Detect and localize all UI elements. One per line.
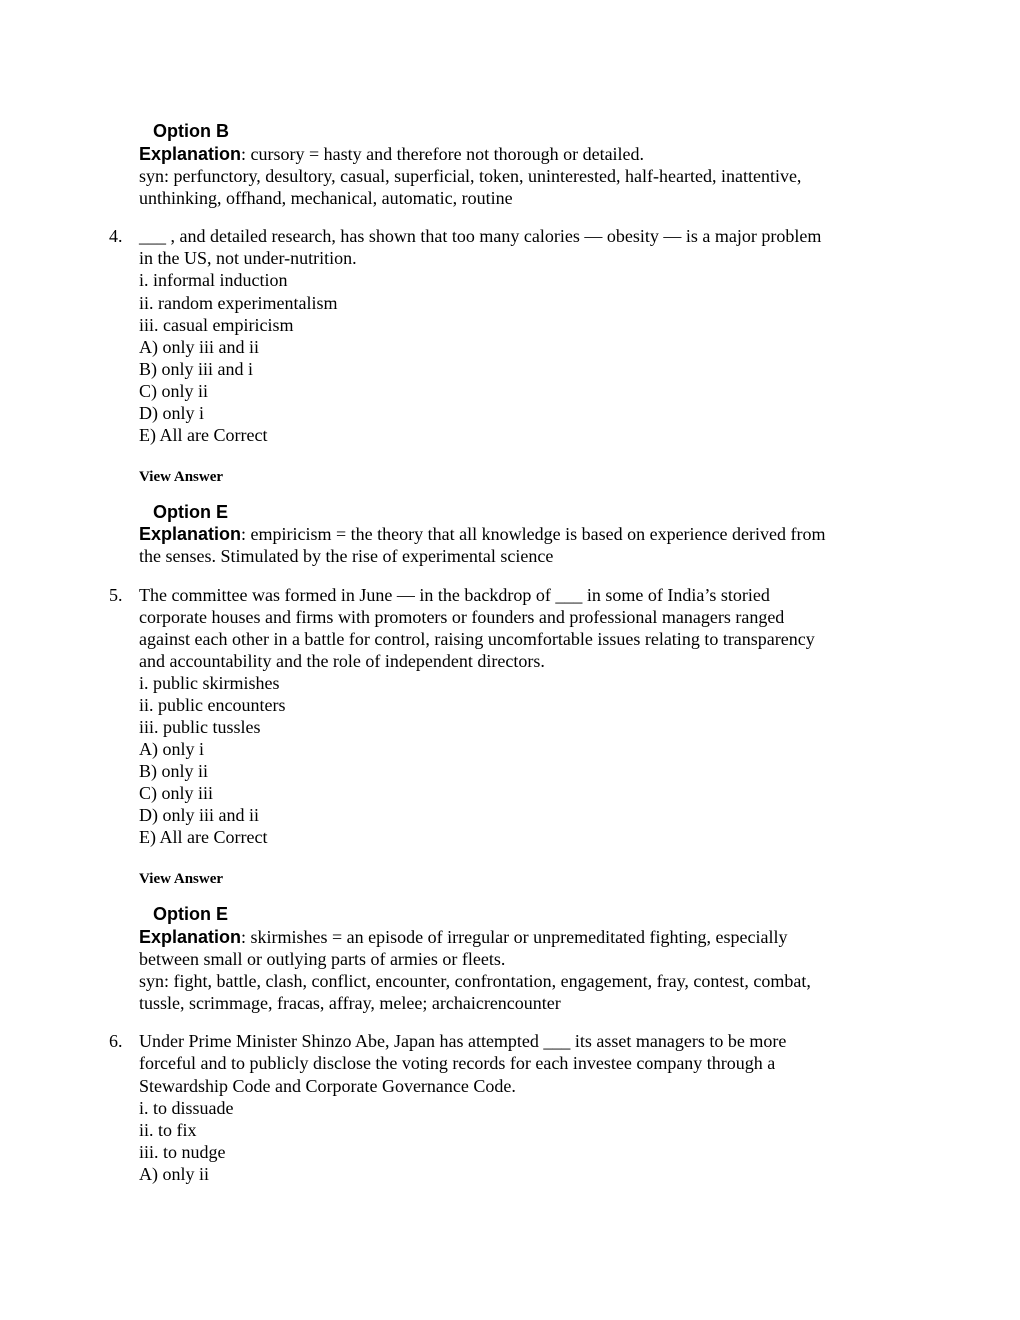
question-item: ii. random experimentalism — [139, 293, 338, 313]
question-number: 5. — [109, 585, 123, 605]
answer-choice: C) only ii — [139, 381, 209, 401]
answer-choice: A) only i — [139, 739, 204, 759]
explanation-label: Explanation — [139, 927, 242, 947]
question-item: iii. casual empiricism — [139, 315, 294, 335]
explanation-line: the senses. Stimulated by the rise of experimental science — [139, 546, 554, 566]
explanation-text: : cursory = hasty and therefore not thorough or detailed. — [241, 144, 645, 164]
question-number: 6. — [109, 1031, 123, 1051]
explanation-label: Explanation — [139, 524, 242, 544]
question-stem-line: Under Prime Minister Shinzo Abe, Japan has attempted ___ its asset managers to be more — [139, 1031, 787, 1051]
synonyms-line: unthinking, offhand, mechanical, automatic, routine — [139, 188, 513, 208]
synonyms-line: tussle, scrimmage, fracas, affray, melee; archaicrencounter — [139, 993, 561, 1013]
answer-choice: D) only i — [139, 403, 204, 423]
question-item: i. informal induction — [139, 270, 288, 290]
explanation — [139, 926, 788, 948]
synonyms-line: syn: perfunctory, desultory, casual, superficial, token, uninterested, half-hearted, inattentive, — [139, 166, 802, 186]
explanation-label: Explanation — [139, 144, 242, 164]
synonyms-line: syn: fight, battle, clash, conflict, encounter, confrontation, engagement, fray, contest, combat, — [139, 971, 811, 991]
question-number: 4. — [109, 226, 123, 246]
question-stem-line: Stewardship Code and Corporate Governance Code. — [139, 1076, 516, 1096]
answer-option: Option E — [153, 502, 228, 522]
question-item: ii. to fix — [139, 1120, 197, 1140]
answer-option: Option B — [153, 121, 229, 141]
answer-choice: A) only iii and ii — [139, 337, 259, 357]
question-stem-line: The committee was formed in June — in the backdrop of ___ in some of India’s storied — [139, 585, 770, 605]
answer-choice: B) only ii — [139, 761, 209, 781]
question-stem-line: ___ , and detailed research, has shown that too many calories — obesity — is a major problem — [139, 226, 822, 246]
question-stem-line: forceful and to publicly disclose the voting records for each investee company through a — [139, 1053, 776, 1073]
explanation — [139, 523, 825, 545]
answer-choice: E) All are Correct — [139, 425, 268, 445]
view-answer-link[interactable]: View Answer — [139, 469, 224, 485]
question-item: i. to dissuade — [139, 1098, 234, 1118]
question-stem-line: against each other in a battle for control, raising uncomfortable issues relating to transparency — [139, 629, 815, 649]
explanation-line: between small or outlying parts of armies or fleets. — [139, 949, 506, 969]
question-item: i. public skirmishes — [139, 673, 280, 693]
question-stem-line: and accountability and the role of independent directors. — [139, 651, 545, 671]
explanation — [139, 143, 644, 165]
answer-choice: D) only iii and ii — [139, 805, 259, 825]
answer-choice: A) only ii — [139, 1164, 209, 1184]
question-item: ii. public encounters — [139, 695, 286, 715]
question-item: iii. to nudge — [139, 1142, 226, 1162]
question-stem-line: corporate houses and firms with promoters or founders and professional managers ranged — [139, 607, 785, 627]
explanation-text: : empiricism = the theory that all knowledge is based on experience derived from — [241, 524, 826, 544]
explanation-text: : skirmishes = an episode of irregular or unpremeditated fighting, especially — [241, 927, 788, 947]
question-item: iii. public tussles — [139, 717, 261, 737]
answer-choice: C) only iii — [139, 783, 214, 803]
answer-option: Option E — [153, 904, 228, 924]
view-answer-link[interactable]: View Answer — [139, 871, 224, 887]
question-stem-line: in the US, not under-nutrition. — [139, 248, 357, 268]
answer-choice: B) only iii and i — [139, 359, 253, 379]
answer-choice: E) All are Correct — [139, 827, 268, 847]
